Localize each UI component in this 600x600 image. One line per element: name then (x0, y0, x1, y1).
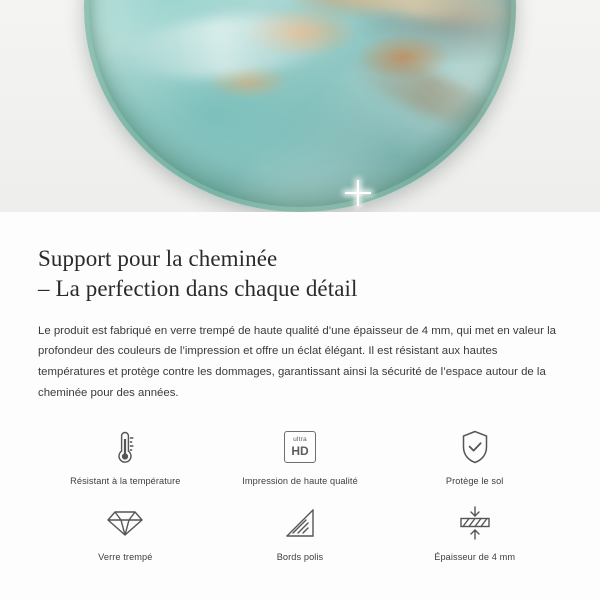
badge-top-text: ultra (293, 435, 307, 443)
thermometer-icon (110, 426, 140, 468)
fluid-art-pattern (84, 0, 516, 212)
feature-label: Protège le sol (445, 475, 504, 486)
thickness-arrows-icon (455, 502, 495, 544)
feature-label: Épaisseur de 4 mm (434, 551, 516, 562)
badge-bottom-text: HD (291, 443, 309, 458)
shield-check-icon (458, 426, 492, 468)
feature-grid (38, 426, 562, 562)
headline-line-2: – La perfection dans chaque détail (38, 276, 358, 302)
polished-edges-icon (283, 502, 317, 544)
feature-item-tempered-glass (38, 502, 213, 562)
hero-image (0, 0, 600, 212)
page-title (38, 244, 562, 305)
feature-label: Bords polis (276, 551, 324, 562)
feature-label: Impression de haute qualité (242, 475, 358, 486)
ultra-hd-badge-icon (284, 426, 316, 468)
art-streak-copper-2 (307, 0, 516, 33)
feature-label: Verre trempé (98, 551, 153, 562)
feature-item-thickness (387, 502, 562, 562)
product-description: Le produit est fabriqué en verre trempé de haute qualité d’une épaisseur de 4 mm, qui met en valeur la profondeur des couleurs de l’impression et offre un éclat élégant. Il est résistant aux hautes températures et protège contre les dommages, garantissant ainsi la sécurité de l’espace autour de la cheminée pour des années. (38, 324, 556, 399)
art-streak-bronze-1 (342, 43, 515, 144)
feature-item-floor-protection (387, 426, 562, 486)
feature-item-polished-edges (213, 502, 388, 562)
round-glass-panel (84, 0, 516, 212)
diamond-icon (106, 502, 144, 544)
feature-item-temperature (38, 426, 213, 486)
feature-label: Résistant à la température (70, 475, 181, 486)
content-section (0, 212, 600, 562)
feature-item-print-quality (213, 426, 388, 486)
art-streak-white-1 (125, 5, 340, 87)
headline-line-1: Support pour la cheminée (38, 246, 278, 271)
